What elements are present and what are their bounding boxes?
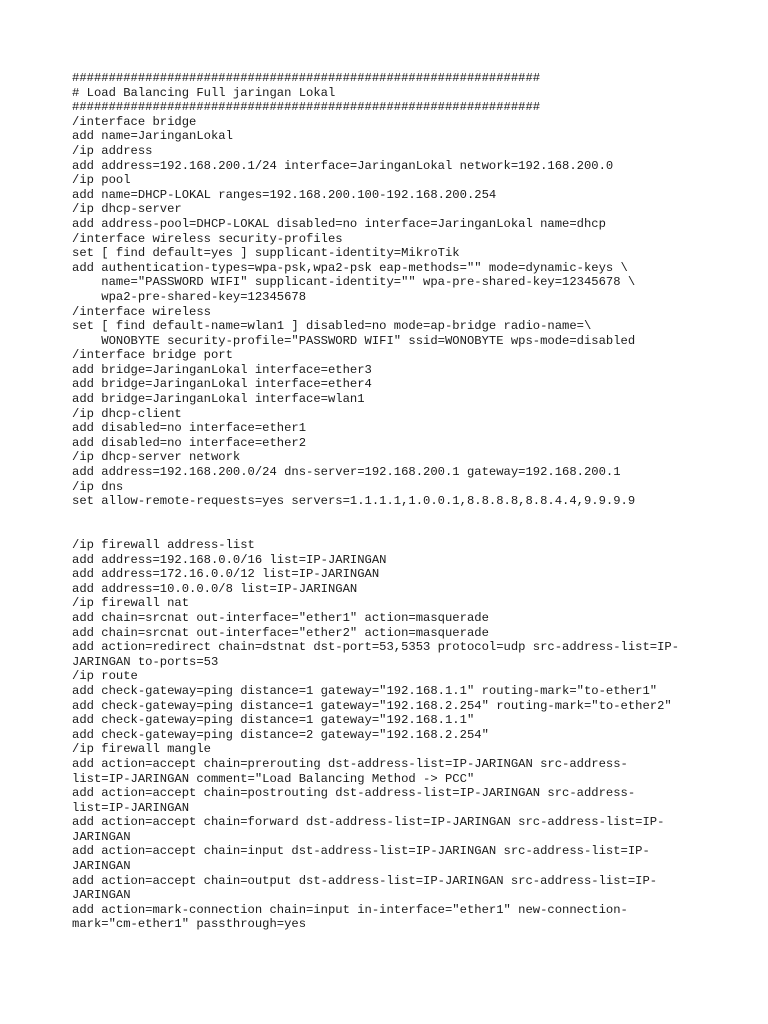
code-line: add check-gateway=ping distance=1 gateway="192.168.1.1" routing-mark="to-ether1" <box>72 683 658 698</box>
code-line: add name=DHCP-LOKAL ranges=192.168.200.100-192.168.200.254 <box>72 187 497 202</box>
code-line: JARINGAN <box>72 859 131 874</box>
code-line: ################################################################ <box>72 100 541 115</box>
code-line: add action=accept chain=forward dst-address-list=IP-JARINGAN src-address-list=IP- <box>72 815 665 830</box>
code-line: JARINGAN to-ports=53 <box>72 654 219 669</box>
code-line: add check-gateway=ping distance=1 gateway="192.168.1.1" <box>72 713 475 728</box>
code-line: list=IP-JARINGAN comment="Load Balancing Method -> PCC" <box>72 771 475 786</box>
code-line: /ip route <box>72 669 138 684</box>
block-separator <box>72 509 712 538</box>
code-line: /ip address <box>72 143 153 158</box>
code-line: /ip dhcp-client <box>72 406 182 421</box>
code-line: add address=192.168.200.0/24 dns-server=192.168.200.1 gateway=192.168.200.1 <box>72 465 621 480</box>
code-line: WONOBYTE security-profile="PASSWORD WIFI" ssid=WONOBYTE wps-mode=disabled <box>72 333 636 348</box>
code-line: # Load Balancing Full jaringan Lokal <box>72 85 336 100</box>
code-line: set [ find default-name=wlan1 ] disabled=no mode=ap-bridge radio-name=\ <box>72 319 592 334</box>
code-block <box>72 71 712 509</box>
code-line: add action=accept chain=postrouting dst-address-list=IP-JARINGAN src-address- <box>72 786 636 801</box>
code-line: /ip firewall mangle <box>72 742 211 757</box>
code-line: add action=redirect chain=dstnat dst-port=53,5353 protocol=udp src-address-list=IP- <box>72 640 680 655</box>
code-block <box>72 538 712 932</box>
code-line: add chain=srcnat out-interface="ether2" action=masquerade <box>72 625 489 640</box>
code-line: add action=accept chain=output dst-address-list=IP-JARINGAN src-address-list=IP- <box>72 873 658 888</box>
code-line: /ip firewall nat <box>72 596 190 611</box>
code-line: add bridge=JaringanLokal interface=ether4 <box>72 377 372 392</box>
code-line: add name=JaringanLokal <box>72 129 233 144</box>
code-line: wpa2-pre-shared-key=12345678 <box>72 289 307 304</box>
code-line: mark="cm-ether1" passthrough=yes <box>72 917 307 932</box>
code-line: list=IP-JARINGAN <box>72 800 190 815</box>
code-line: add check-gateway=ping distance=1 gateway="192.168.2.254" routing-mark="to-ether2" <box>72 698 672 713</box>
code-line: add address=192.168.200.1/24 interface=JaringanLokal network=192.168.200.0 <box>72 158 614 173</box>
code-line: add bridge=JaringanLokal interface=ether3 <box>72 362 372 377</box>
code-line: /ip firewall address-list <box>72 538 255 552</box>
code-line: /interface wireless <box>72 304 211 319</box>
code-line: add address-pool=DHCP-LOKAL disabled=no interface=JaringanLokal name=dhcp <box>72 216 606 231</box>
code-line: add chain=srcnat out-interface="ether1" action=masquerade <box>72 610 489 625</box>
code-line: /interface bridge <box>72 114 197 129</box>
code-line: /interface bridge port <box>72 348 233 363</box>
code-line: add action=accept chain=prerouting dst-address-list=IP-JARINGAN src-address- <box>72 756 628 771</box>
code-line: add action=mark-connection chain=input in-interface="ether1" new-connection- <box>72 902 628 917</box>
code-line: name="PASSWORD WIFI" supplicant-identity="" wpa-pre-shared-key=12345678 \ <box>72 275 636 290</box>
code-line: /ip dhcp-server network <box>72 450 241 465</box>
document-body <box>72 71 712 932</box>
code-line: /interface wireless security-profiles <box>72 231 343 246</box>
code-line: add disabled=no interface=ether1 <box>72 421 307 436</box>
code-line: /ip dns <box>72 479 124 494</box>
code-line: add address=172.16.0.0/12 list=IP-JARINGAN <box>72 567 380 582</box>
code-line: add authentication-types=wpa-psk,wpa2-psk eap-methods="" mode=dynamic-keys \ <box>72 260 628 275</box>
code-line: add address=10.0.0.0/8 list=IP-JARINGAN <box>72 581 358 596</box>
code-line: ################################################################ <box>72 71 541 85</box>
code-line: add address=192.168.0.0/16 list=IP-JARINGAN <box>72 552 387 567</box>
code-line: add disabled=no interface=ether2 <box>72 435 307 450</box>
code-line: add action=accept chain=input dst-address-list=IP-JARINGAN src-address-list=IP- <box>72 844 650 859</box>
code-line: JARINGAN <box>72 829 131 844</box>
code-line: /ip pool <box>72 173 131 188</box>
code-line: set [ find default=yes ] supplicant-identity=MikroTik <box>72 246 460 261</box>
code-line: set allow-remote-requests=yes servers=1.1.1.1,1.0.0.1,8.8.8.8,8.8.4.4,9.9.9.9 <box>72 494 636 509</box>
code-line: /ip dhcp-server <box>72 202 182 217</box>
code-line: add check-gateway=ping distance=2 gateway="192.168.2.254" <box>72 727 489 742</box>
code-line: add bridge=JaringanLokal interface=wlan1 <box>72 392 365 407</box>
code-line: JARINGAN <box>72 888 131 903</box>
